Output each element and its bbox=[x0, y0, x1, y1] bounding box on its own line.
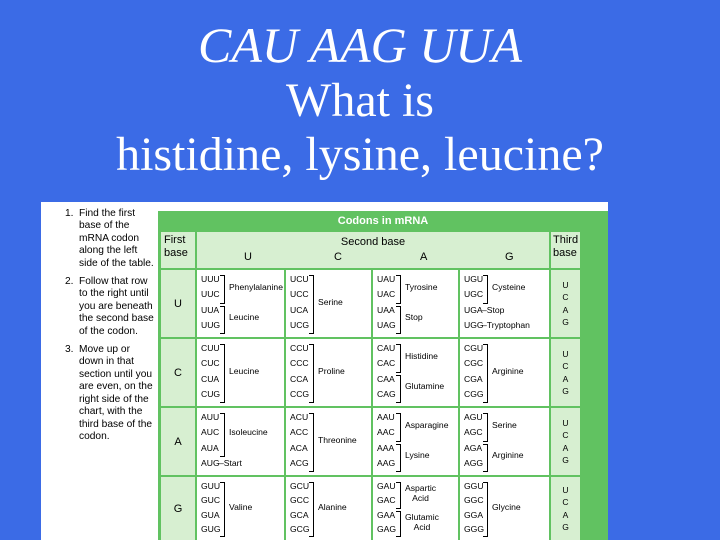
instructions bbox=[65, 208, 157, 449]
second-base-header bbox=[197, 232, 549, 268]
codon-text: CCG bbox=[290, 388, 310, 399]
codon-text: ACU bbox=[290, 412, 309, 422]
codon-bracket bbox=[396, 482, 401, 509]
codon-text: GCC bbox=[290, 495, 310, 506]
codon-text: UCG bbox=[290, 319, 310, 330]
codon-cell bbox=[286, 339, 371, 406]
third-base-cell bbox=[551, 477, 580, 540]
third-base-letter: U bbox=[562, 484, 569, 495]
codon-cell bbox=[460, 339, 549, 406]
first-base-cell: G bbox=[161, 477, 195, 540]
codon-text: GUG bbox=[201, 523, 221, 534]
codon-text: GCG bbox=[290, 523, 310, 534]
codon-cell bbox=[373, 339, 458, 406]
second-base-label: Second base bbox=[340, 236, 406, 248]
codon-text: GAG bbox=[377, 523, 397, 534]
codon-text: CGC bbox=[464, 358, 484, 369]
codon-bracket bbox=[309, 344, 314, 403]
amino-acid-label: Leucine bbox=[229, 312, 260, 323]
third-base-letter: A bbox=[562, 442, 569, 453]
codon-text: UUA bbox=[201, 304, 220, 315]
amino-acid-label: Cysteine bbox=[492, 281, 526, 292]
codon-text: UUG bbox=[201, 319, 221, 330]
codon-bracket bbox=[483, 482, 488, 537]
codon-text: CGU bbox=[464, 343, 484, 353]
codon-cell bbox=[460, 270, 549, 337]
amino-acid-label: Lysine bbox=[405, 450, 430, 461]
first-base-label: First base bbox=[164, 234, 188, 259]
codon-text: GGC bbox=[464, 495, 484, 506]
codon-text: AAC bbox=[377, 427, 395, 438]
third-base-letter: G bbox=[562, 522, 569, 532]
codon-text: CUC bbox=[201, 358, 220, 369]
amino-acid-label: Alanine bbox=[318, 502, 347, 513]
codon-table bbox=[158, 211, 608, 540]
codon-text: UGU bbox=[464, 274, 484, 284]
step-number: 3. bbox=[65, 344, 74, 356]
amino-acid-label: –Tryptophan bbox=[482, 319, 530, 330]
codon-bracket bbox=[220, 482, 225, 537]
instruction-step-3 bbox=[65, 344, 157, 443]
third-base-letter: U bbox=[562, 417, 569, 428]
codon-text: AUC bbox=[201, 427, 220, 438]
codon-text: ACA bbox=[290, 442, 308, 453]
third-base-letter: C bbox=[562, 361, 569, 371]
second-base-a: A bbox=[420, 251, 428, 263]
codon-bracket bbox=[396, 275, 401, 304]
codon-text: CUA bbox=[201, 373, 220, 384]
amino-acid-label: Isoleucine bbox=[229, 427, 268, 438]
codon-bracket bbox=[396, 413, 401, 442]
codon-text: GUU bbox=[201, 481, 221, 491]
codon-text: UUU bbox=[201, 274, 220, 284]
codon-text: AGG bbox=[464, 457, 484, 468]
third-base-letter: C bbox=[562, 430, 569, 440]
codon-text: AAG bbox=[377, 457, 396, 468]
amino-acid-label: Arginine bbox=[492, 450, 524, 461]
codon-bracket bbox=[309, 275, 314, 334]
codon-text: GCU bbox=[290, 481, 310, 491]
codon-text: AUU bbox=[201, 412, 220, 422]
codon-text: GAU bbox=[377, 481, 396, 491]
amino-acid-label: Arginine bbox=[492, 365, 524, 376]
codon-text: CAC bbox=[377, 358, 396, 369]
step-text: Move up or down in that section until you are even, on the right side of the chart, with the third base of the codon. bbox=[79, 344, 153, 442]
amino-acid-label: –Start bbox=[219, 457, 242, 468]
codon-question: CAU AAG UUA bbox=[197, 17, 523, 73]
amino-acid-label: Histidine bbox=[405, 350, 438, 361]
step-number: 2. bbox=[65, 276, 74, 288]
codon-bracket bbox=[220, 275, 225, 304]
table-title: Codons in mRNA bbox=[337, 215, 429, 227]
codon-bracket bbox=[396, 306, 401, 335]
codon-text: UGC bbox=[464, 289, 484, 300]
step-text: Find the first base of the mRNA codon along the left side of the table. bbox=[79, 208, 154, 269]
amino-acid-label: Asparagine bbox=[405, 419, 449, 430]
codon-text: CAU bbox=[377, 343, 396, 353]
amino-acid-label: Serine bbox=[318, 296, 343, 307]
third-base-header bbox=[551, 232, 580, 268]
codon-text: ACG bbox=[290, 457, 309, 468]
amino-acid-label: Proline bbox=[318, 365, 345, 376]
codon-text: UAU bbox=[377, 274, 396, 284]
codon-text: CGG bbox=[464, 388, 484, 399]
third-base-cell bbox=[551, 339, 580, 406]
third-base-letter: G bbox=[562, 455, 569, 465]
third-base-cell bbox=[551, 270, 580, 337]
third-base-letter: G bbox=[562, 386, 569, 396]
step-number: 1. bbox=[65, 208, 74, 219]
codon-text: GUC bbox=[201, 495, 221, 506]
codon-text: GGU bbox=[464, 481, 484, 491]
answer-line-1: What is bbox=[286, 74, 434, 127]
codon-text: GGA bbox=[464, 509, 484, 520]
codon-text: GGG bbox=[464, 523, 485, 534]
codon-text: CUG bbox=[201, 388, 221, 399]
codon-text: CGA bbox=[464, 373, 483, 384]
amino-acid-label: Serine bbox=[492, 419, 517, 430]
codon-bracket bbox=[396, 375, 401, 404]
codon-text: UGA bbox=[464, 304, 483, 315]
codon-text: AGU bbox=[464, 412, 483, 422]
codon-text: UAC bbox=[377, 289, 396, 300]
codon-text: UCA bbox=[290, 304, 309, 315]
codon-bracket bbox=[483, 444, 488, 473]
codon-bracket bbox=[396, 444, 401, 473]
codon-bracket bbox=[220, 413, 225, 457]
third-base-letter: A bbox=[562, 304, 569, 315]
third-base-letter: C bbox=[562, 292, 569, 302]
second-base-c: C bbox=[334, 251, 342, 263]
codon-bracket bbox=[309, 482, 314, 537]
amino-acid-label: Valine bbox=[229, 502, 253, 513]
codon-bracket bbox=[396, 511, 401, 538]
codon-text: CCC bbox=[290, 358, 309, 369]
codon-text: CCU bbox=[290, 343, 309, 353]
first-base-cell: C bbox=[161, 339, 195, 406]
amino-acid-label: Stop bbox=[405, 312, 423, 323]
codon-text: AUG bbox=[201, 457, 220, 468]
codon-chart-panel bbox=[41, 202, 608, 540]
codon-text: GAA bbox=[377, 509, 396, 520]
codon-bracket bbox=[483, 413, 488, 442]
third-base-letter: A bbox=[562, 373, 569, 384]
codon-text: ACC bbox=[290, 427, 309, 438]
amino-acid-label: Aspartic Acid bbox=[405, 483, 437, 504]
codon-text: UAG bbox=[377, 319, 396, 330]
amino-acid-label: Glutamine bbox=[405, 381, 445, 392]
slide-title bbox=[0, 16, 720, 182]
second-base-u: U bbox=[244, 251, 252, 263]
step-text: Follow that row to the right until you are beneath the second base of the codon. bbox=[79, 276, 154, 337]
codon-text: GAC bbox=[377, 495, 396, 506]
third-base-letter: U bbox=[562, 279, 569, 290]
codon-bracket bbox=[396, 344, 401, 373]
second-base-g: G bbox=[505, 251, 514, 263]
amino-acid-label: Tyrosine bbox=[405, 281, 438, 292]
codon-text: UGG bbox=[464, 319, 484, 330]
codon-bracket bbox=[309, 413, 314, 472]
codon-text: CUU bbox=[201, 343, 220, 353]
codon-text: CAG bbox=[377, 388, 396, 399]
amino-acid-label: Glycine bbox=[492, 502, 521, 513]
codon-text: CAA bbox=[377, 373, 395, 384]
codon-cell bbox=[286, 477, 371, 540]
third-base-letter: C bbox=[562, 497, 569, 507]
codon-cell bbox=[460, 477, 549, 540]
amino-acid-label: Leucine bbox=[229, 365, 260, 376]
codon-cell bbox=[373, 408, 458, 475]
codon-text: AGA bbox=[464, 442, 483, 453]
codon-bracket bbox=[220, 344, 225, 403]
codon-text: AUA bbox=[201, 442, 219, 453]
codon-text: CCA bbox=[290, 373, 309, 384]
codon-cell bbox=[286, 408, 371, 475]
codon-text: UCU bbox=[290, 274, 309, 284]
instruction-step-1 bbox=[65, 208, 157, 270]
amino-acid-label: –Stop bbox=[482, 304, 505, 315]
third-base-letter: G bbox=[562, 317, 569, 327]
codon-cell bbox=[373, 477, 458, 540]
codon-cell bbox=[197, 339, 284, 406]
codon-bracket bbox=[220, 306, 225, 335]
amino-acid-label: Threonine bbox=[318, 434, 357, 445]
codon-cell bbox=[373, 270, 458, 337]
codon-text: UAA bbox=[377, 304, 395, 315]
answer-line-2: histidine, lysine, leucine? bbox=[116, 128, 604, 181]
third-base-letter: U bbox=[562, 348, 569, 359]
codon-text: UUC bbox=[201, 289, 220, 300]
codon-text: AAA bbox=[377, 442, 395, 453]
codon-cell bbox=[197, 270, 284, 337]
first-base-cell: U bbox=[161, 270, 195, 337]
codon-bracket bbox=[483, 275, 488, 304]
third-base-letter: A bbox=[562, 509, 569, 520]
amino-acid-label: Phenylalanine bbox=[229, 281, 283, 292]
instruction-step-2 bbox=[65, 276, 157, 338]
codon-bracket bbox=[483, 344, 488, 403]
third-base-label: Third base bbox=[553, 234, 579, 259]
first-base-cell: A bbox=[161, 408, 195, 475]
codon-text: AGC bbox=[464, 427, 483, 438]
first-base-header bbox=[161, 232, 195, 268]
codon-text: AAU bbox=[377, 412, 395, 422]
third-base-cell bbox=[551, 408, 580, 475]
codon-cell bbox=[286, 270, 371, 337]
codon-cell bbox=[197, 408, 284, 475]
codon-cell bbox=[197, 477, 284, 540]
codon-text: GCA bbox=[290, 509, 309, 520]
codon-cell bbox=[460, 408, 549, 475]
codon-text: GUA bbox=[201, 509, 220, 520]
codon-text: UCC bbox=[290, 289, 309, 300]
amino-acid-label: Glutamic Acid bbox=[405, 511, 439, 532]
